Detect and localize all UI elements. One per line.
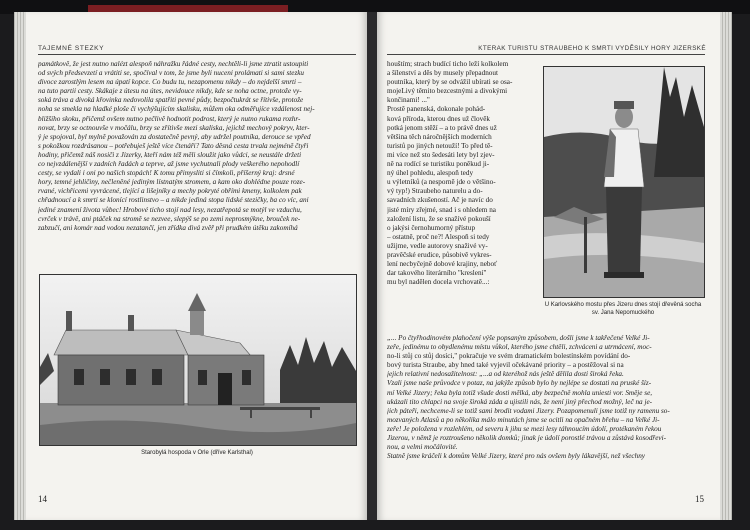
text-line: divoce zarostlým lesem na úpatí kopce. Co budu tu, nezapomenu nikdy – do nejdelší smrti –: [38, 78, 302, 87]
text-line: „... Po čtyřhodinovém plahočení výše popsaným způsobem, došli jsme k takřečené Velké Ji-: [387, 334, 650, 342]
text-line: mozvaných Atlasů a po několika málo minutách jsme se ocitli na opačném břehu – na Velké Ji-: [387, 415, 660, 424]
text-line: vý typ!) Straubeho naturelu a do-: [387, 187, 483, 196]
text-line: hodiny, přičemž náš nosiči z Jizerky, kteří nám též měli sloužit jako vůdci, se neustále držeti: [38, 150, 302, 159]
right-page: [377, 12, 720, 520]
right-body-text-column: [387, 60, 537, 287]
text-line: mi více než sto šedesáti lety byl zjev-: [387, 150, 495, 159]
text-line: dar takového literárního "kreslení": [387, 269, 487, 278]
text-line: Prostě panenská, dokonale pohád-: [387, 105, 486, 114]
text-line: o jakýsi černohumorný přístup: [387, 223, 476, 232]
text-line: zeře! Je položena v rozlehlém, od severu k jihu se mezi lesy táhnoucím údolí, protékaném řekou: [387, 424, 662, 433]
text-line: bližšího skoku, přičemž ovšem nutno pečlivě hodnotit podrost, který je nutno rukama rozhr-: [38, 114, 301, 123]
text-line: hory, temné jehličiny, nečleněné jediným lístnatým stromem, a kam oko dohlédne pouze roze-: [38, 178, 306, 187]
page-edge-right: [720, 12, 732, 520]
text-line: Jizerou, v němž je roztroušeno několik domků; jinak je údolí porostlé trávou a zůstává kosodřevi-: [387, 434, 666, 443]
page-number: 14: [38, 494, 47, 504]
text-line: mí Velké Jizery; řeka byla totiž všude dosti mělká, aby bezpečně mohla uniesti vor. Směje se,: [387, 388, 653, 397]
text-line: a šílenství a děs by musely přepadnout: [387, 69, 498, 78]
text-line: založení listu, že se snažívé pokouší: [387, 214, 491, 223]
text-line: Statně jsme kráčeli k domům Velké Jizery, které pro nás ovšem byly lákavější, než všechny: [387, 452, 645, 461]
text-line: novat, brzy se octnouvše v močálu, brzy se zřítivše mezi skaliska, jejichž mechový pokryv, kter-: [38, 123, 310, 132]
text-line: potká jenom stěží – a to právě dnes už: [387, 123, 497, 132]
text-line: u výletníků (a nesporně jde o většino-: [387, 178, 496, 187]
page-edge-left: [14, 12, 26, 520]
left-body-text: [38, 60, 356, 233]
text-line: ý je spojoval, byl mylně považován za dostatečně pevný, aby udržel poutníka, derouce se vpřed: [38, 132, 311, 141]
text-line: mojeLivý těmito bezcestnými a divokými: [387, 87, 508, 96]
wooden-statue-photo: [543, 66, 705, 298]
right-running-header: KTERAK TURISTU STRAUBEHO K SMRTI VYDĚSILY HORY JIZERSKÉ: [478, 45, 706, 52]
text-line: soká tráva a divoká křovinka nedovolila spatřiti pevné půdy, bezpočtukrát se řítivše, protože: [38, 96, 304, 105]
text-line: zeře, jedinému to obydlenému místu vůkol, kterého jsme chtěli, zchváceni a utrmácení, moc-: [387, 343, 652, 352]
page-number: 15: [695, 494, 704, 504]
text-line: – ostatně, proč ne?! Alespoň si tedy: [387, 232, 490, 241]
text-line: na tuto partii cesty. Skákaje z útesu na útes, nevidouce nikdy, kde se noha octne, protože vy-: [38, 87, 302, 96]
text-line: bový turista Straube, aby hned také vyjevil očekávané priority – a postěžoval si na: [387, 361, 624, 370]
text-line: ková příroda, kterou dnes už člověk: [387, 114, 490, 123]
header-rule: [38, 54, 356, 55]
text-line: pravěčské erudice, působivě vykres-: [387, 250, 492, 259]
text-line: ný úhel pohledu, alespoň tedy: [387, 169, 474, 178]
text-line: památkově, že jest nutno nalézt alespoň náhražku řádné cesty, nechtěli-li jsme ztratit ustoupiti: [38, 60, 309, 68]
text-line: noha se smekla na hladké ploše či vychýšujícím skalisku, můžem oka odměřujíce vzdálenost nej-: [38, 105, 315, 114]
text-line: Vzali jsme naše průvodce v potaz, na jakýže způsob bylo by nejlépe se dostati na pruské šíz-: [387, 379, 652, 388]
right-photo-caption: U Karlovského mostu přes Jizeru dnes stojí dřevěná socha sv. Jana Nepomuckého: [544, 302, 702, 316]
text-line: houštím; strach budící ticho leží kolkolem: [387, 60, 509, 68]
text-line: turistů po jiných netouží! To před tě-: [387, 141, 493, 150]
text-line: končinami! ...": [387, 96, 430, 105]
text-line: cvrček v trávě, ani ptáček na stromě se nezvee, slepýš se po zemi neprosmýkne, brouček ne-: [38, 214, 301, 223]
text-line: mu byl nadělen docela vrchovatě...:: [387, 278, 490, 287]
text-line: chřadnoucí a k smrti se klonící rostlinstvo – a nikde jediná stopa lidské stezičky, ba co víc, ani: [38, 196, 309, 205]
text-line: savadních zkušeností. Ač je navíc do: [387, 196, 493, 205]
text-line: co nejvzdálenější v zadních řadách a teprve, až jsme vychutnali plody veškerého nepohodlí: [38, 160, 300, 169]
left-photo-caption: Starobylá hospoda v Orle (dříve Karlsthal): [141, 450, 253, 456]
text-line: ně na rodící se turistiku poněkud ji-: [387, 160, 490, 169]
text-line: jich páteři, nechceme-li se totiž sami brodit vodami Jizery. Pozapomenuli jsme totiž ny ramenu so-: [387, 406, 670, 415]
header-rule: [387, 54, 705, 55]
text-line: poutníka, který by se odvážil ubírati se osa-: [387, 78, 513, 87]
text-line: ukázali tito chlapci na svoje široká záda a ujistili nás, že není jiný přechod možný, leč na je-: [387, 397, 653, 406]
right-body-text-wide: [387, 334, 705, 461]
left-page: [26, 12, 367, 520]
text-line: zabzučí, ani komár nad vodou nezatančí, jen zřídka divá zvěř při prudkém útěku zakomíhá: [38, 223, 298, 232]
text-line: rvané, vichřicemi vyvrácené, tlející a lišejníky a mechy pokryté obřími kmeny, kolkolem pak: [38, 187, 302, 196]
text-line: jediné znamení života vůbec! Hrobové ticho stojí nad lesy, nezatřepotá se motýl ve vzduchu,: [38, 205, 302, 214]
text-line: lení necbyčejně dobové krajiny, neboť: [387, 260, 498, 269]
text-line: užijme, vedle autorovy snaživé vy-: [387, 241, 488, 250]
left-running-header: TAJEMNÉ STEZKY: [38, 45, 105, 52]
text-line: jejich relativní nedosažitelnost: „...a od kteréhož nás ještě dělila dosti široká řeka.: [387, 370, 624, 379]
text-line: nou, a velmi močálovité.: [387, 443, 458, 452]
old-inn-building-photo: [39, 274, 357, 446]
text-line: s pokožkou rozdrásanou – potřebuješ ještě více čtenáři? Tato děsná cesta trvala nejméně čtyři: [38, 141, 309, 150]
text-line: jisté míry zřejmé, snad i s ohledem na: [387, 205, 496, 214]
text-line: většina těch náročnějších moderních: [387, 132, 492, 141]
text-line: cesty, se vydali i oni po našich stopách! K tomu přimysliti si čímkoli, příšerný kraj: drsné: [38, 169, 295, 178]
text-line: no-li stůj co stůj dosíci," pokračuje ve svém dramatickém bolestínském povídání do-: [387, 352, 631, 361]
book-gutter: [367, 12, 377, 520]
text-line: od svých předsevzetí a vrátiti se, spočíval v tom, že jsme byli nuceni prolámati si sami stezku: [38, 69, 305, 78]
